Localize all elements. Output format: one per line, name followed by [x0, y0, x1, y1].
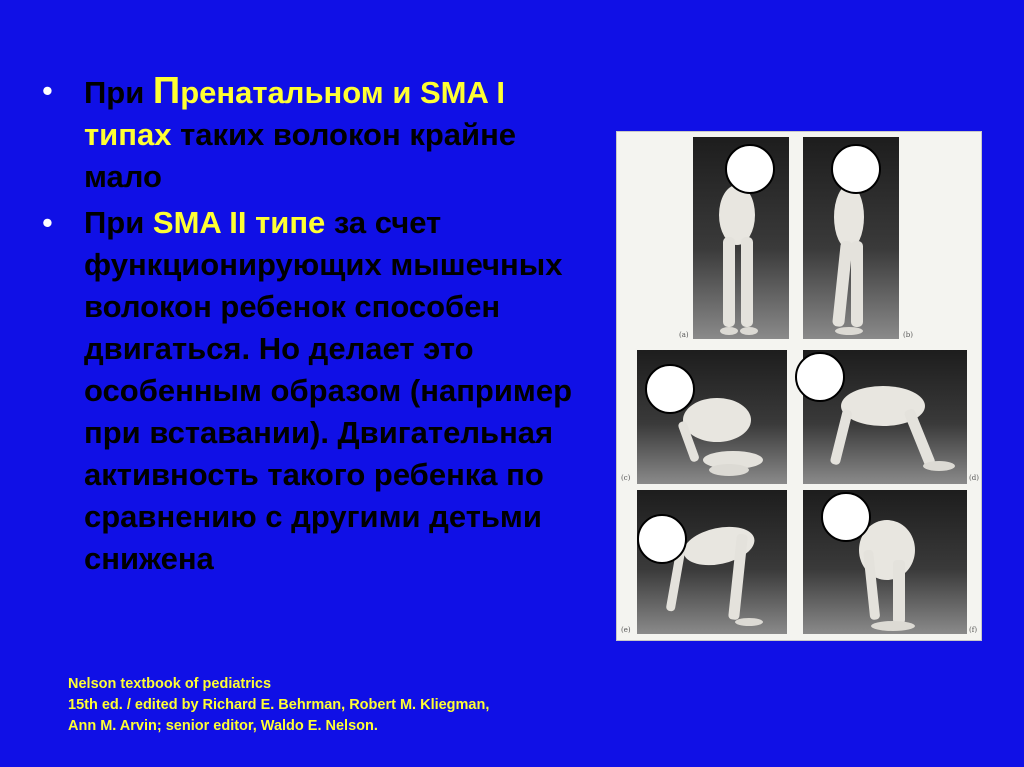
bullet-2-text-1: При [84, 205, 153, 240]
bullet-1-text-2: таких волокон крайне мало [84, 117, 517, 194]
bullet-1-highlight-1: ренатальном и SMA I [180, 75, 505, 110]
bullet-2-highlight: SMA II типе [152, 205, 326, 240]
panel-label-b: (b) [903, 331, 913, 339]
bullet-1-highlight-2: типах [84, 117, 172, 152]
panel-label-c: (c) [621, 474, 631, 482]
bullet-dot: • [42, 73, 53, 108]
photo-figure [617, 132, 981, 640]
bullet-dot: • [42, 205, 53, 240]
face-mask-b [831, 144, 881, 194]
bullet-1-text-1: При [84, 75, 153, 110]
panel-label-f: (f) [969, 626, 978, 634]
bullet-item-1 [40, 70, 600, 198]
face-mask-a [725, 144, 775, 194]
face-mask-d [795, 352, 845, 402]
citation [68, 674, 588, 737]
face-mask-c [645, 364, 695, 414]
citation-line-2: 15th ed. / edited by Richard E. Behrman, Robert M. Kliegman, [68, 697, 490, 713]
citation-line-1: Nelson textbook of pediatrics [68, 676, 272, 692]
face-mask-f [821, 492, 871, 542]
bullet-list [40, 70, 600, 580]
bullet-1-highlight-initial: П [152, 70, 181, 112]
citation-line-3: Ann M. Arvin; senior editor, Waldo E. Nelson. [68, 718, 378, 734]
bullet-2-text-2: за счет функционирующих мышечных волокон ребенок способен двигаться. Но делает это особенным образом (например при вставании). Двигательная активность такого ребенка по сравнению с другими детьми снижена [84, 205, 573, 576]
panel-label-e: (e) [621, 626, 631, 634]
panel-label-a-outer: (a) [679, 331, 689, 339]
face-mask-e [637, 514, 687, 564]
panel-label-d: (d) [969, 474, 979, 482]
bullet-item-2 [40, 202, 600, 580]
